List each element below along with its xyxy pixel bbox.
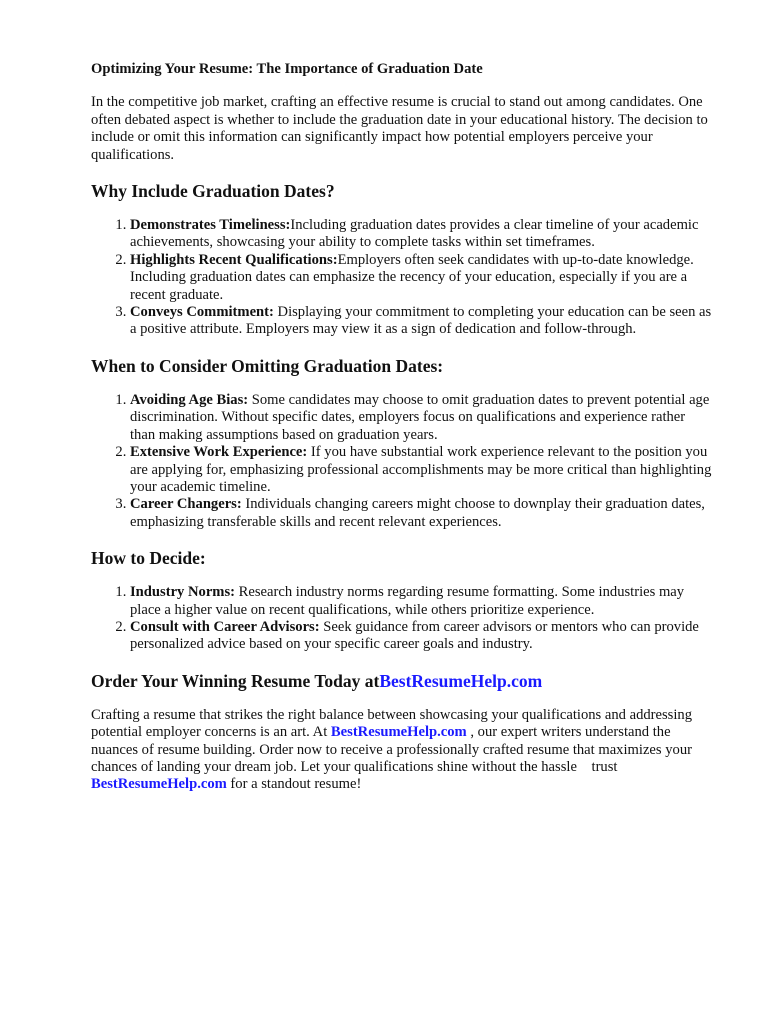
item-lead: Career Changers:	[130, 496, 242, 513]
item-text: Individuals changing careers might choose to downplay their graduation dates, emphasizing transferable skills and recent relevant experiences.	[130, 496, 705, 530]
order-paragraph	[91, 707, 713, 794]
item-text: Some candidates may choose to omit graduation dates to prevent potential age discrimination. Without specific dates, employers focus on qualifications and experience rather than making assumptions based on graduation years.	[130, 391, 710, 443]
document-page	[91, 61, 713, 794]
item-lead: Highlights Recent Qualifications:	[130, 251, 338, 268]
item-lead: Conveys Commitment:	[130, 304, 274, 321]
item-text: Displaying your commitment to completing your education can be seen as a positive attribute. Employers may view it as a sign of dedication and follow-through.	[130, 304, 712, 338]
list-item	[130, 217, 713, 252]
omitting-list	[91, 392, 713, 531]
list-item	[130, 619, 713, 654]
list-item	[130, 252, 713, 304]
list-item	[130, 444, 713, 496]
item-lead: Consult with Career Advisors:	[130, 618, 320, 635]
item-lead: Avoiding Age Bias:	[130, 391, 249, 408]
item-lead: Extensive Work Experience:	[130, 444, 308, 461]
section-heading-why-include: Why Include Graduation Dates?	[91, 181, 335, 202]
site-link[interactable]: BestResumeHelp.com	[330, 724, 467, 741]
item-text: Research industry norms regarding resume formatting. Some industries may place a higher value on recent qualifications, while others prioritize experience.	[130, 584, 685, 618]
list-item	[130, 392, 713, 444]
order-heading-link[interactable]: BestResumeHelp.com	[379, 670, 543, 691]
item-lead: Demonstrates Timeliness:	[130, 217, 291, 234]
item-lead: Industry Norms:	[130, 584, 235, 601]
order-heading-text: Order Your Winning Resume Today at	[91, 670, 380, 691]
section-heading-omitting: When to Consider Omitting Graduation Dates:	[91, 355, 444, 376]
order-heading	[91, 671, 713, 692]
why-include-list	[91, 217, 713, 339]
intro-paragraph: In the competitive job market, crafting an effective resume is crucial to stand out among candidates. One often debated aspect is whether to include the graduation date in your educational history. The decision to include or omit this information can significantly impact how potential employers perceive your qualifications.	[91, 94, 708, 163]
item-text: Seek guidance from career advisors or mentors who can provide personalized advice based on your specific career goals and industry.	[130, 618, 699, 653]
how-to-decide-list	[91, 584, 713, 654]
list-item	[130, 584, 713, 619]
order-text-2: , our expert writers understand the nuances of resume building. Order now to receive a professionally crafted resume that maximizes your chances of landing your dream job. Let your qualifications shine without the hassle trust	[91, 724, 696, 775]
section-heading-how-to-decide: How to Decide:	[91, 548, 206, 569]
site-link[interactable]: BestResumeHelp.com	[91, 776, 227, 793]
item-text: Including graduation dates provides a clear timeline of your academic achievements, showcasing your ability to complete tasks within set timeframes.	[130, 217, 699, 251]
order-text-3: for a standout resume!	[226, 776, 362, 793]
item-text: Employers often seek candidates with up-to-date knowledge. Including graduation dates can emphasize the recency of your education, especially if you are a recent graduate.	[130, 251, 694, 303]
list-item	[130, 304, 713, 339]
document-title: Optimizing Your Resume: The Importance of Graduation Date	[91, 61, 483, 77]
list-item	[130, 496, 713, 531]
item-text: If you have substantial work experience relevant to the position you are applying for, emphasizing professional accomplishments may be more critical than highlighting your academic timeline.	[130, 444, 712, 495]
order-text-1: Crafting a resume that strikes the right balance between showcasing your qualifications and addressing potential employer concerns is an art. At	[91, 706, 696, 741]
